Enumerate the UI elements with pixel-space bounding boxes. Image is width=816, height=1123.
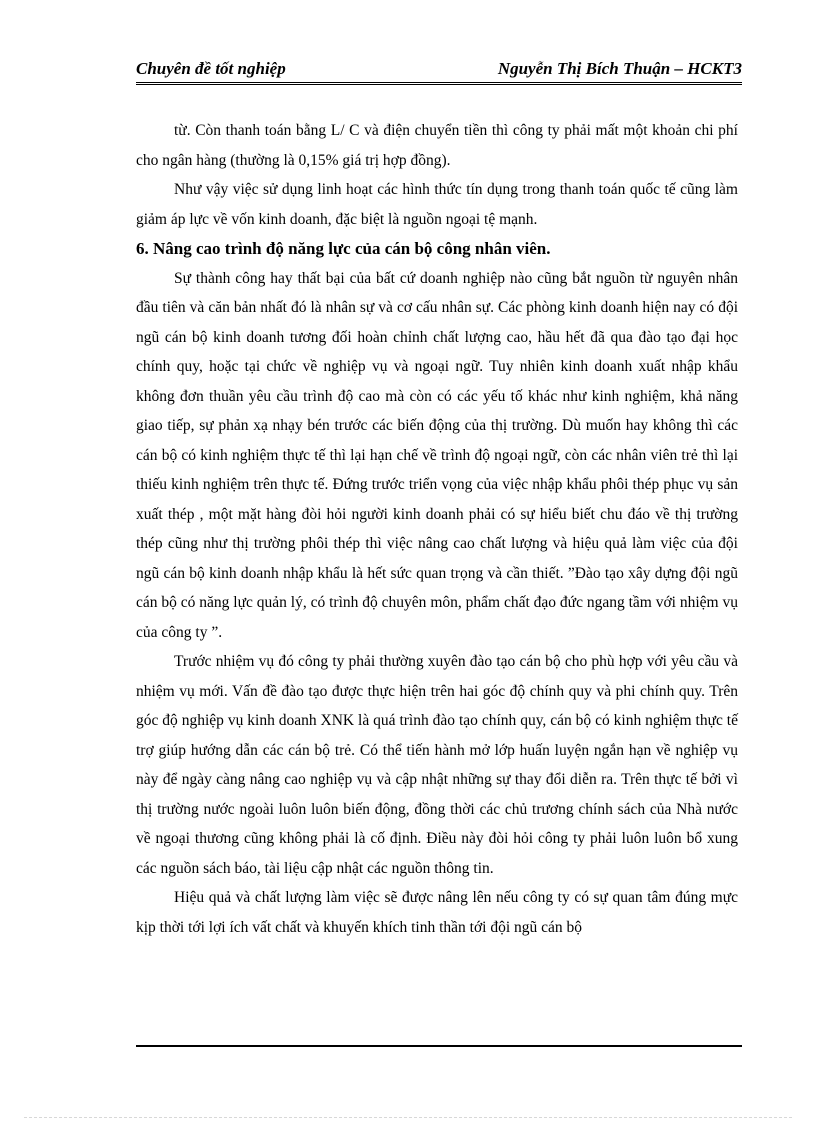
page-header [136,56,742,85]
footer-rule [136,1045,742,1047]
page-bottom-border [24,1117,792,1118]
paragraph-efficiency: Hiệu quả và chất lượng làm việc sẽ được nâng lên nếu công ty có sự quan tâm đúng mực kịp thời tới lợi ích vất chất và khuyến khích tinh thần tới đội ngũ cán bộ [136,889,738,936]
page-body [136,116,738,942]
header-document-title: Chuyên đề tốt nghiệp [136,59,286,78]
paragraph-payment-cost: từ. Còn thanh toán bằng L/ C và điện chuyển tiền thì công ty phải mất một khoản chi phí cho ngân hàng (thường là 0,15% giá trị hợp đồng). [136,122,738,169]
paragraph-training: Trước nhiệm vụ đó công ty phải thường xuyên đào tạo cán bộ cho phù hợp với yêu cầu và nhiệm vụ mới. Vấn đề đào tạo được thực hiện trên hai góc độ chính quy và phi chính quy. Trên góc độ nghiệp vụ kinh doanh XNK là quá trình đào tạo chính quy, cán bộ có kinh nghiệm thực tế trợ giúp hướng dẫn các cán bộ trẻ. Có thể tiến hành mở lớp huấn luyện ngắn hạn về nghiệp vụ này để ngày càng nâng cao nghiệp vụ và cập nhật những sự thay đổi diễn ra. Trên thực tế bởi vì thị trường nước ngoài luôn luôn biến động, đồng thời các chủ trương chính sách của Nhà nước về ngoại thương cũng không phải là cố định. Điều này đòi hỏi công ty phải luôn luôn bổ xung các nguồn sách báo, tài liệu cập nhật các nguồn thông tin. [136,653,738,877]
paragraph-human-resources: Sự thành công hay thất bại của bất cứ doanh nghiệp nào cũng bắt nguồn từ nguyên nhân đầu tiên và căn bản nhất đó là nhân sự và cơ cấu nhân sự. Các phòng kinh doanh hiện nay có đội ngũ cán bộ kinh doanh tương đối hoàn chỉnh chất lượng cao, hầu hết đã qua đào tạo đại học chính quy, hoặc tại chức về nghiệp vụ và ngoại ngữ. Tuy nhiên kinh doanh xuất nhập khẩu không đơn thuần yêu cầu trình độ cao mà còn có các yếu tố khác như kinh nghiệm, khả năng giao tiếp, sự phản xạ nhạy bén trước các biến động của thị trường. Dù muốn hay không thì các cán bộ có kinh nghiệm thực tế thì lại hạn chế về trình độ ngoại ngữ, còn các nhân viên trẻ thì lại thiếu kinh nghiệm trên thực tế. Đứng trước triển vọng của việc nhập khẩu phôi thép phục vụ sản xuất thép , một mặt hàng đòi hỏi người kinh doanh phải có sự hiểu biết chu đáo về thị trường thép cũng như thị trường phôi thép thì việc nâng cao chất lượng và hiệu quả làm việc của đội ngũ cán bộ kinh doanh nhập khẩu là hết sức quan trọng và cần thiết. ”Đào tạo xây dựng đội ngũ cán bộ có năng lực quản lý, có trình độ chuyên môn, phẩm chất đạo đức ngang tầm với nhiệm vụ của công ty ”. [136,269,738,641]
section-heading: 6. Nâng cao trình độ năng lực của cán bộ công nhân viên. [136,239,551,258]
header-author: Nguyễn Thị Bích Thuận – HCKT3 [497,59,742,78]
paragraph-credit-forms: Như vậy việc sử dụng linh hoạt các hình thức tín dụng trong thanh toán quốc tế cũng làm giảm áp lực về vốn kinh doanh, đặc biệt là nguồn ngoại tệ mạnh. [136,181,738,228]
